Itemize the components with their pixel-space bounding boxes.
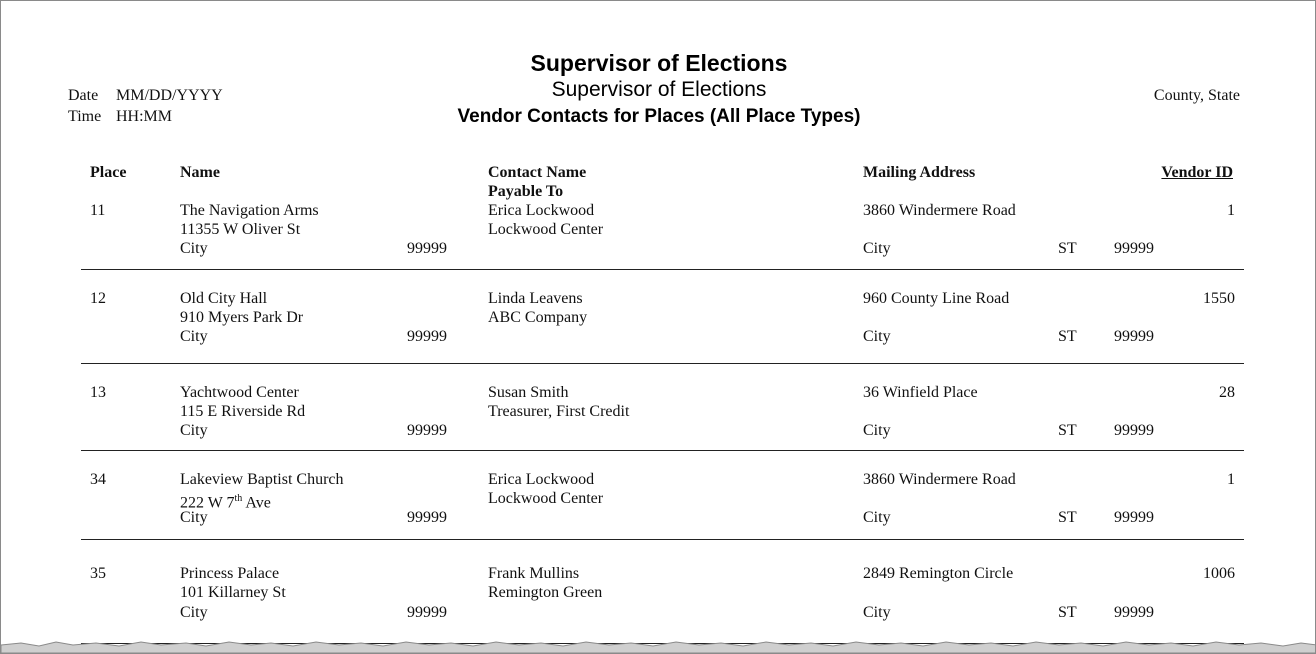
mailing-city: City: [863, 604, 891, 621]
torn-page-edge: [1, 637, 1316, 653]
place-name: Princess Palace: [180, 565, 280, 582]
time-value: HH:MM: [116, 108, 173, 125]
mailing-state: ST: [1058, 509, 1077, 526]
date-label: Date: [68, 87, 99, 104]
column-header-payable-to: Payable To: [488, 183, 564, 200]
column-header-name: Name: [180, 164, 220, 181]
street-type: Ave: [242, 494, 271, 512]
place-zip: 99999: [407, 604, 447, 621]
table-row: [1, 289, 1316, 349]
place-zip: 99999: [407, 328, 447, 345]
table-row: [1, 470, 1316, 530]
row-divider: [81, 539, 1244, 540]
place-city: City: [180, 604, 208, 621]
place-city: City: [180, 422, 208, 439]
payable-to: Lockwood Center: [488, 490, 604, 507]
mailing-city: City: [863, 328, 891, 345]
place-number: 12: [90, 290, 106, 307]
place-city: City: [180, 509, 208, 526]
contact-name: Erica Lockwood: [488, 202, 595, 219]
place-number: 11: [90, 202, 106, 219]
mailing-zip: 99999: [1114, 240, 1154, 257]
place-name: Yachtwood Center: [180, 384, 299, 401]
vendor-id: 1006: [1203, 565, 1235, 582]
vendor-id: 28: [1219, 384, 1235, 401]
mailing-state: ST: [1058, 240, 1077, 257]
mailing-zip: 99999: [1114, 604, 1154, 621]
ordinal-suffix: th: [234, 493, 243, 504]
report-heading: Vendor Contacts for Places (All Place Types): [457, 106, 861, 127]
mailing-zip: 99999: [1114, 422, 1154, 439]
place-street: 11355 W Oliver St: [180, 221, 301, 238]
place-name: Lakeview Baptist Church: [180, 471, 344, 488]
payable-to: ABC Company: [488, 309, 588, 326]
mailing-city: City: [863, 509, 891, 526]
row-divider: [81, 269, 1244, 270]
column-header-contact-name: Contact Name: [488, 164, 587, 181]
time-label: Time: [68, 108, 102, 125]
mailing-street: 36 Winfield Place: [863, 384, 978, 401]
place-street: 910 Myers Park Dr: [180, 309, 304, 326]
mailing-street: 3860 Windermere Road: [863, 202, 1016, 219]
place-city: City: [180, 240, 208, 257]
contact-name: Susan Smith: [488, 384, 569, 401]
vendor-id: 1550: [1203, 290, 1235, 307]
place-name: Old City Hall: [180, 290, 268, 307]
mailing-street: 960 County Line Road: [863, 290, 1010, 307]
payable-to: Treasurer, First Credit: [488, 403, 630, 420]
mailing-state: ST: [1058, 604, 1077, 621]
mailing-city: City: [863, 240, 891, 257]
contact-name: Frank Mullins: [488, 565, 580, 582]
table-row: [1, 201, 1316, 261]
place-number: 34: [90, 471, 106, 488]
place-zip: 99999: [407, 422, 447, 439]
street-number: 222 W 7: [180, 494, 235, 512]
mailing-zip: 99999: [1114, 509, 1154, 526]
row-divider: [81, 363, 1244, 364]
mailing-state: ST: [1058, 422, 1077, 439]
place-zip: 99999: [407, 240, 447, 257]
place-number: 13: [90, 384, 106, 401]
location-label: County, State: [1153, 87, 1240, 104]
place-zip: 99999: [407, 509, 447, 526]
row-divider: [81, 450, 1244, 451]
contact-name: Erica Lockwood: [488, 471, 595, 488]
mailing-street: 3860 Windermere Road: [863, 471, 1016, 488]
place-name: The Navigation Arms: [180, 202, 319, 219]
place-city: City: [180, 328, 208, 345]
report-title: Supervisor of Elections: [530, 50, 788, 76]
mailing-zip: 99999: [1114, 328, 1154, 345]
report-subtitle: Supervisor of Elections: [551, 78, 767, 101]
place-number: 35: [90, 565, 106, 582]
table-row: [1, 383, 1316, 443]
vendor-id: 1: [1227, 202, 1235, 219]
column-header-mailing-address: Mailing Address: [863, 164, 976, 181]
payable-to: Lockwood Center: [488, 221, 604, 238]
mailing-state: ST: [1058, 328, 1077, 345]
column-header-vendor-id: Vendor ID: [1161, 164, 1233, 181]
column-header-place: Place: [90, 164, 127, 181]
table-row: [1, 564, 1316, 624]
date-value: MM/DD/YYYY: [116, 87, 223, 104]
contact-name: Linda Leavens: [488, 290, 583, 307]
place-street: 101 Killarney St: [180, 584, 286, 601]
mailing-city: City: [863, 422, 891, 439]
place-street: 115 E Riverside Rd: [180, 403, 306, 420]
vendor-id: 1: [1227, 471, 1235, 488]
mailing-street: 2849 Remington Circle: [863, 565, 1014, 582]
payable-to: Remington Green: [488, 584, 603, 601]
